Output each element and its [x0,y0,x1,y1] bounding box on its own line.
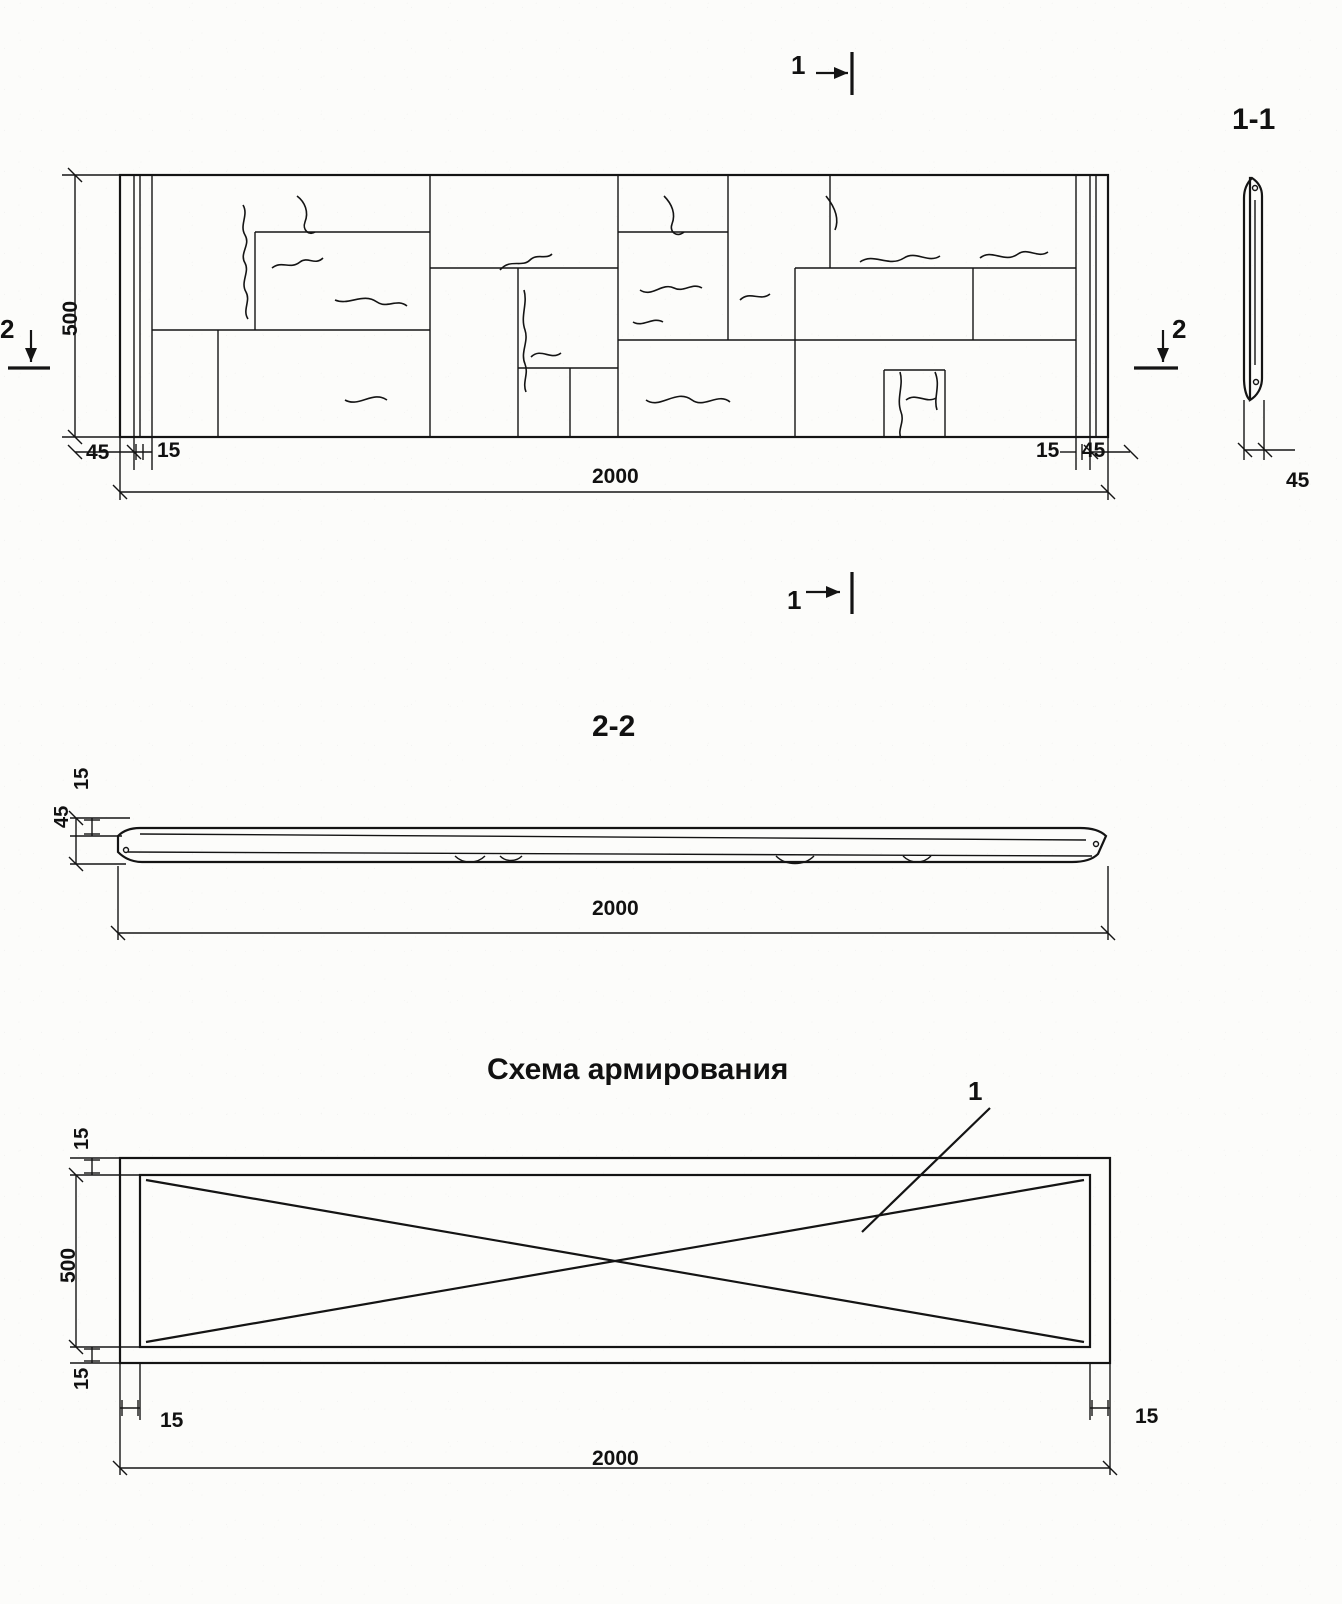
reinforcement-scheme-title: Схема армирования [487,1053,789,1086]
section-mark-1-top: 1 [791,50,806,80]
dimension-section-2-2-length: 2000 [592,897,639,920]
reinforcement-scheme-graphics [0,1090,1342,1610]
section-2-2-graphics [0,740,1342,1100]
dimension-scheme-top-inset: 15 [71,1127,93,1150]
section-arrow-1-bottom [806,572,852,614]
dimension-elevation-length: 2000 [592,465,639,488]
dimension-elevation-edge-right: 45 [1082,439,1106,462]
section-mark-1-bottom: 1 [787,585,802,615]
section-1-1-graphics [1200,160,1342,560]
section-arrow-1-top [816,52,852,95]
dimension-scheme-bottom-inset: 15 [71,1367,93,1390]
section-1-1-title: 1-1 [1232,103,1276,136]
dimension-section-1-1-thickness: 45 [1286,469,1310,492]
dimension-elevation-inset-left: 15 [157,439,181,462]
section-2-2-title: 2-2 [592,710,636,743]
section-mark-2-left: 2 [0,314,15,344]
reinforcement-callout-1: 1 [968,1076,983,1106]
section-mark-2-right: 2 [1172,314,1187,344]
dimension-section-2-2-thickness: 45 [51,805,73,828]
elevation-view-graphics [0,0,1342,560]
masonry-pattern [152,175,1076,437]
dimension-scheme-right-offset: 15 [1135,1405,1159,1428]
dimension-elevation-height: 500 [59,300,82,336]
dimension-scheme-left-offset: 15 [160,1409,184,1432]
dimension-section-2-2-top-inset: 15 [71,767,93,790]
dimension-elevation-edge-left: 45 [86,441,110,464]
dimension-elevation-inset-right: 15 [1036,439,1060,462]
dimension-scheme-height: 500 [57,1247,80,1283]
dimension-scheme-length: 2000 [592,1447,639,1470]
